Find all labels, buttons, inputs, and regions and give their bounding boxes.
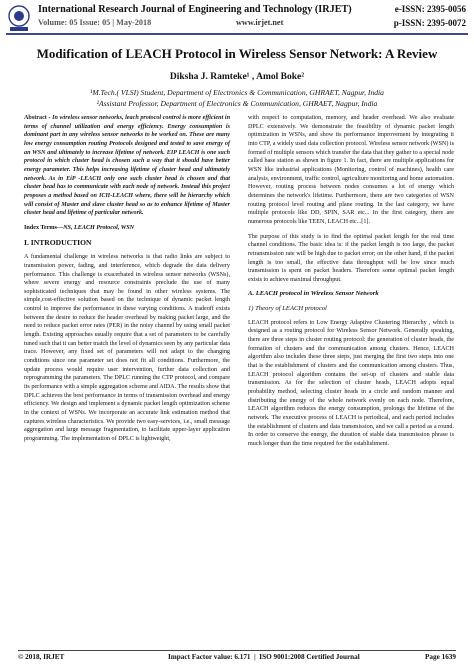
index-terms-keywords: NS, LEACH Protocol, WSN bbox=[63, 224, 135, 231]
footer-divider bbox=[18, 650, 456, 651]
subsection-heading: A. LEACH protocol in Wireless Sensor Network bbox=[248, 290, 379, 298]
issn-electronic: e-ISSN: 2395-0056 bbox=[394, 4, 466, 14]
body-paragraph: The purpose of this study is to find the optimal packet length for the real time channel conditions. The basic idea is: if the packet length is too large, the packet retransmission rate will be high due to packet error; on the other hand, if the packet length is too small, the effective data throughput will be low since much transmission is spent on packet headers. Therefore some optimal packet length exists to achieve maximal throughput. bbox=[248, 233, 454, 283]
left-column bbox=[24, 114, 230, 450]
abstract bbox=[24, 114, 230, 218]
irjet-logo-icon bbox=[6, 4, 32, 32]
header-divider bbox=[6, 33, 468, 35]
issue-info: Volume: 05 Issue: 05 | May-2018 bbox=[38, 18, 152, 27]
index-terms-label: Index Terms— bbox=[24, 224, 64, 231]
right-column bbox=[248, 114, 454, 455]
footer-impact: Impact Factor value: 6.171 bbox=[168, 653, 251, 661]
affiliation-1: ¹M.Tech.( VLSI) Student, Department of Electronics & Communication, GHRAET, Nagpur, India bbox=[90, 88, 384, 97]
body-paragraph: with respect to computation, memory, and header overhead. We also evaluate DPLC extensively. We demonstrate the feasibility of dynamic packet length optimization in WSNs, and show its performance improvement by integrating it into CTP, a widely used data collection protocol. Wireless sensor network (WSN) is formed of multiple sensors which transfer the data that they gather to a special node called base station as shown in figure 1. In fact, there are multiple applications for WSN like industrial applications (Monitoring, control of machines), health care analysis, environment, traffic control, agriculture monitoring and home automation. However, routing process between nodes consumes a lot of energy which determines the network's lifetime. Furthermore, there are two categories of WSN routing protocol level routing and plane routing. In the last category, we have multiple protocols like DD, SPIN, SAR etc... In the first category, there are numerous protocols like TEEN, LEACH etc...[1]. bbox=[248, 115, 454, 225]
intro-paragraph: A fundamental challenge in wireless networks is that radio links are subject to transmission power, fading, and interference, which degrade the data delivery performance. This challenge is exacerbated in wireless sensor networks (WSNs), where severe energy and resource constraints preclude the use of many sophisticated techniques that may be found in other wireless systems. The simple,cost-effective solution based on the technique of dynamic packet length control to improve the performance in these varying conditions. A tradeoff exists between the desire to reduce the header overhead by making packet large, and the need to reduce packet error rates (PER) in the noisy channel by using small packet length. Existing approaches usually require that a set of parameters to be carefully tuned such that it can better match the level of dynamics seen by any particular data trace. However, any fixed set of parameters will not adapt to the changing conditions since one parameter set does not fit all conditions. Furthermore, the update process would require user intervention, further data collection and reprogramming the parameters. The DPLC running the CTP protocol, and compare its performance with a simple aggregation scheme and AIDA. The results show that DPLC achieves the best performance in terms of transmission overhead and energy efficiency. We design and implement a dynamic packet length optimization scheme in the context of WSNs. We incorporate an accurate link estimation method that captures wireless characteristics. We provide two easy-services, i.e., small message aggregation and large message fragmentation, to facilitate upper-layer application programming. The implementation of DPLC is lightweight, bbox=[24, 254, 230, 442]
footer-page-number: Page 1639 bbox=[425, 653, 456, 661]
section-heading-introduction: I. INTRODUCTION bbox=[24, 237, 92, 247]
abstract-text: - In wireless sensor networks, leach protocol control is more efficient in terms of channel utilization and energy efficiency. Energy consumption is dominant part in any wireless sensor networks to be worked on. These are many low energy consumption routing Protocols designed and tested to save energy of an WSN and ultimately to increase lifetime of network. EIP LEACH is one such protocol in which cluster head is chosen such a way that it should have better energy parameter. This helps increasing lifetime of cluster head and ultimately network. As in EiP -LEACH only one such cluster head is chosen and that cluster head has to communicate with each node of network. Instead this project proposes a method based on ICH-LEACH where, there will be hierarchy which will consist of Master and slave cluster head so as to enhance lifetime of Master cluster head and lifetime of particular network. bbox=[24, 115, 230, 217]
subsubsection-heading: 1) Theory of LEACH protocol bbox=[248, 305, 327, 313]
footer-iso: ISO 9001:2008 Certified Journal bbox=[259, 653, 360, 661]
footer-impact-factor: Impact Factor value: 6.171 | ISO 9001:2008 Certified Journal bbox=[168, 653, 360, 661]
footer-copyright: © 2018, IRJET bbox=[18, 653, 65, 661]
journal-title: International Research Journal of Engineering and Technology (IRJET) bbox=[38, 4, 352, 15]
journal-website: www.irjet.net bbox=[236, 18, 284, 27]
paper-title: Modification of LEACH Protocol in Wireless Sensor Network: A Review bbox=[36, 46, 438, 61]
affiliation-2: ²Assistant Professor, Department of Electronics & Communication, GHRAET, Nagpur, India bbox=[96, 99, 378, 108]
body-paragraph: LEACH protocol refers to Low Energy Adaptive Clustering Hierarchy , which is designed as a routing protocol for Wireless Sensor Network. Generally speaking, there are three steps in cluster routing protocol: the generation of cluster heads, the formation of clusters and the communication among clusters. Hence, LEACH algorithm also includes these three steps, just merging the first two steps into one that is the establishment of clusters and the communication among clusters. Thus, LEACH protocol algorithm contains the set-up of clusters and stable data transmission. As for the selection of cluster heads, LEACH adopts equal probability method, selecting cluster heads in a circle and random manner and distributing the energy of the whole network evenly on each node. Therefore, LEACH algorithm reduces the energy consumption, prolongs the lifetime of the network. The executive process of LEACH is periodical, and each period includes the establishment of clusters and data transmission, and we call a period as a round. In order to conserve the energy, the duration of stable data transmission phrase is much longer than the time required for the establishment. bbox=[248, 319, 454, 447]
journal-header bbox=[0, 0, 474, 36]
author-list: Diksha J. Ramteke¹ , Amol Boke² bbox=[169, 72, 305, 82]
abstract-label: Abstract bbox=[24, 115, 47, 121]
index-terms bbox=[24, 224, 230, 233]
issn-print: p-ISSN: 2395-0072 bbox=[393, 18, 466, 28]
